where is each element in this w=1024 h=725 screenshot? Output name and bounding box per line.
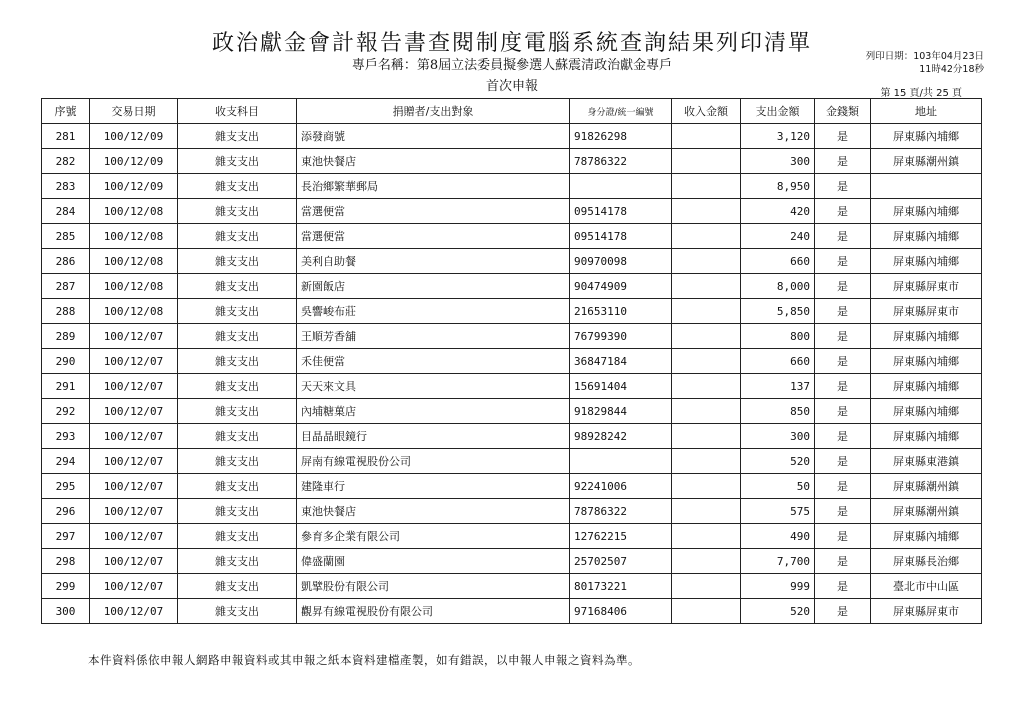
table-row — [42, 124, 982, 149]
transaction-date-cell: 100/12/07 — [90, 499, 178, 524]
address-cell: 屏東縣內埔鄉 — [871, 524, 982, 549]
address-cell: 屏東縣內埔鄉 — [871, 199, 982, 224]
cash-flag-cell: 是 — [815, 249, 871, 274]
column-header: 交易日期 — [90, 99, 178, 124]
cash-flag-cell: 是 — [815, 199, 871, 224]
transaction-date-cell: 100/12/07 — [90, 524, 178, 549]
transaction-date-cell: 100/12/09 — [90, 174, 178, 199]
tax-id-cell: 76799390 — [570, 324, 672, 349]
tax-id-cell: 91829844 — [570, 399, 672, 424]
cash-flag-cell: 是 — [815, 149, 871, 174]
table-row — [42, 324, 982, 349]
transactions-table — [41, 98, 982, 624]
column-header: 支出金額 — [741, 99, 815, 124]
row-number-cell: 293 — [42, 424, 90, 449]
payee-cell: 目晶晶眼鏡行 — [297, 424, 570, 449]
transaction-date-cell: 100/12/08 — [90, 249, 178, 274]
address-cell: 屏東縣潮州鎮 — [871, 499, 982, 524]
cash-flag-cell: 是 — [815, 424, 871, 449]
expense-amount-cell: 575 — [741, 499, 815, 524]
row-number-cell: 292 — [42, 399, 90, 424]
address-cell: 屏東縣內埔鄉 — [871, 399, 982, 424]
table-row — [42, 549, 982, 574]
table-row — [42, 574, 982, 599]
income-amount-cell — [672, 174, 741, 199]
table-row — [42, 524, 982, 549]
table-row — [42, 424, 982, 449]
category-cell: 雜支支出 — [178, 249, 297, 274]
tax-id-cell: 92241006 — [570, 474, 672, 499]
category-cell: 雜支支出 — [178, 374, 297, 399]
payee-cell: 添發商號 — [297, 124, 570, 149]
payee-cell: 新園飯店 — [297, 274, 570, 299]
payee-cell: 凱擘股份有限公司 — [297, 574, 570, 599]
tax-id-cell: 78786322 — [570, 149, 672, 174]
print-time: 11時42分18秒 — [919, 64, 984, 75]
row-number-cell: 300 — [42, 599, 90, 624]
address-cell: 屏東縣潮州鎮 — [871, 474, 982, 499]
row-number-cell: 281 — [42, 124, 90, 149]
cash-flag-cell: 是 — [815, 349, 871, 374]
transaction-date-cell: 100/12/07 — [90, 399, 178, 424]
row-number-cell: 291 — [42, 374, 90, 399]
address-cell: 屏東縣屏東市 — [871, 274, 982, 299]
tax-id-cell: 09514178 — [570, 199, 672, 224]
transaction-date-cell: 100/12/07 — [90, 349, 178, 374]
income-amount-cell — [672, 249, 741, 274]
payee-cell: 參育多企業有限公司 — [297, 524, 570, 549]
category-cell: 雜支支出 — [178, 349, 297, 374]
expense-amount-cell: 8,950 — [741, 174, 815, 199]
cash-flag-cell: 是 — [815, 574, 871, 599]
column-header: 捐贈者/支出對象 — [297, 99, 570, 124]
row-number-cell: 290 — [42, 349, 90, 374]
transaction-date-cell: 100/12/08 — [90, 199, 178, 224]
address-cell: 屏東縣內埔鄉 — [871, 249, 982, 274]
income-amount-cell — [672, 124, 741, 149]
expense-amount-cell: 850 — [741, 399, 815, 424]
address-cell: 屏東縣內埔鄉 — [871, 374, 982, 399]
category-cell: 雜支支出 — [178, 474, 297, 499]
category-cell: 雜支支出 — [178, 399, 297, 424]
income-amount-cell — [672, 599, 741, 624]
row-number-cell: 298 — [42, 549, 90, 574]
address-cell: 屏東縣長治鄉 — [871, 549, 982, 574]
cash-flag-cell: 是 — [815, 524, 871, 549]
tax-id-cell — [570, 174, 672, 199]
expense-amount-cell: 7,700 — [741, 549, 815, 574]
page-indicator: 第 15 頁/共 25 頁 — [880, 88, 962, 99]
table-row — [42, 599, 982, 624]
address-cell — [871, 174, 982, 199]
category-cell: 雜支支出 — [178, 424, 297, 449]
tax-id-cell: 80173221 — [570, 574, 672, 599]
income-amount-cell — [672, 299, 741, 324]
cash-flag-cell: 是 — [815, 324, 871, 349]
category-cell: 雜支支出 — [178, 174, 297, 199]
income-amount-cell — [672, 474, 741, 499]
cash-flag-cell: 是 — [815, 499, 871, 524]
address-cell: 屏東縣內埔鄉 — [871, 124, 982, 149]
row-number-cell: 295 — [42, 474, 90, 499]
income-amount-cell — [672, 224, 741, 249]
expense-amount-cell: 240 — [741, 224, 815, 249]
payee-cell: 觀昇有線電視股份有限公司 — [297, 599, 570, 624]
transaction-date-cell: 100/12/07 — [90, 449, 178, 474]
payee-cell: 屏南有線電視股份公司 — [297, 449, 570, 474]
tax-id-cell: 36847184 — [570, 349, 672, 374]
table-row — [42, 474, 982, 499]
tax-id-cell: 21653110 — [570, 299, 672, 324]
category-cell: 雜支支出 — [178, 524, 297, 549]
table-row — [42, 249, 982, 274]
income-amount-cell — [672, 374, 741, 399]
transaction-date-cell: 100/12/07 — [90, 424, 178, 449]
expense-amount-cell: 999 — [741, 574, 815, 599]
tax-id-cell: 78786322 — [570, 499, 672, 524]
transaction-date-cell: 100/12/07 — [90, 324, 178, 349]
address-cell: 屏東縣東港鎮 — [871, 449, 982, 474]
income-amount-cell — [672, 274, 741, 299]
transaction-date-cell: 100/12/07 — [90, 374, 178, 399]
category-cell: 雜支支出 — [178, 549, 297, 574]
address-cell: 屏東縣內埔鄉 — [871, 324, 982, 349]
expense-amount-cell: 660 — [741, 249, 815, 274]
table-row — [42, 224, 982, 249]
cash-flag-cell: 是 — [815, 449, 871, 474]
tax-id-cell: 12762215 — [570, 524, 672, 549]
expense-amount-cell: 3,120 — [741, 124, 815, 149]
expense-amount-cell: 8,000 — [741, 274, 815, 299]
expense-amount-cell: 5,850 — [741, 299, 815, 324]
payee-cell: 當選便當 — [297, 224, 570, 249]
expense-amount-cell: 137 — [741, 374, 815, 399]
transaction-date-cell: 100/12/08 — [90, 274, 178, 299]
transaction-date-cell: 100/12/09 — [90, 124, 178, 149]
transaction-date-cell: 100/12/07 — [90, 474, 178, 499]
payee-cell: 建隆車行 — [297, 474, 570, 499]
cash-flag-cell: 是 — [815, 549, 871, 574]
table-row — [42, 349, 982, 374]
expense-amount-cell: 520 — [741, 449, 815, 474]
transaction-date-cell: 100/12/07 — [90, 549, 178, 574]
payee-cell: 當選便當 — [297, 199, 570, 224]
income-amount-cell — [672, 574, 741, 599]
row-number-cell: 297 — [42, 524, 90, 549]
tax-id-cell: 98928242 — [570, 424, 672, 449]
tax-id-cell: 09514178 — [570, 224, 672, 249]
cash-flag-cell: 是 — [815, 124, 871, 149]
table-row — [42, 199, 982, 224]
transaction-date-cell: 100/12/09 — [90, 149, 178, 174]
payee-cell: 東池快餐店 — [297, 149, 570, 174]
table-header — [42, 99, 982, 124]
income-amount-cell — [672, 549, 741, 574]
address-cell: 屏東縣屏東市 — [871, 299, 982, 324]
print-info — [866, 50, 984, 76]
column-header: 收支科目 — [178, 99, 297, 124]
income-amount-cell — [672, 399, 741, 424]
address-cell: 屏東縣內埔鄉 — [871, 349, 982, 374]
cash-flag-cell: 是 — [815, 299, 871, 324]
category-cell: 雜支支出 — [178, 324, 297, 349]
expense-amount-cell: 50 — [741, 474, 815, 499]
category-cell: 雜支支出 — [178, 599, 297, 624]
table-row — [42, 449, 982, 474]
row-number-cell: 287 — [42, 274, 90, 299]
transaction-date-cell: 100/12/08 — [90, 299, 178, 324]
tax-id-cell: 91826298 — [570, 124, 672, 149]
tax-id-cell: 15691404 — [570, 374, 672, 399]
expense-amount-cell: 660 — [741, 349, 815, 374]
address-cell: 屏東縣內埔鄉 — [871, 424, 982, 449]
cash-flag-cell: 是 — [815, 224, 871, 249]
cash-flag-cell: 是 — [815, 474, 871, 499]
address-cell: 屏東縣潮州鎮 — [871, 149, 982, 174]
account-name: 專戶名稱：第8屆立法委員擬參選人蘇震清政治獻金專戶 — [351, 58, 673, 73]
payee-cell: 長治鄉繁華郵局 — [297, 174, 570, 199]
row-number-cell: 284 — [42, 199, 90, 224]
payee-cell: 偉盛蘭園 — [297, 549, 570, 574]
column-header: 身分證/統一編號 — [570, 99, 672, 124]
income-amount-cell — [672, 424, 741, 449]
income-amount-cell — [672, 349, 741, 374]
payee-cell: 天天來文具 — [297, 374, 570, 399]
income-amount-cell — [672, 524, 741, 549]
report-type: 首次申報 — [485, 79, 538, 94]
tax-id-cell: 25702507 — [570, 549, 672, 574]
table-row — [42, 499, 982, 524]
print-date: 列印日期：103年04月23日 — [865, 51, 984, 62]
expense-amount-cell: 300 — [741, 149, 815, 174]
category-cell: 雜支支出 — [178, 124, 297, 149]
category-cell: 雜支支出 — [178, 499, 297, 524]
income-amount-cell — [672, 499, 741, 524]
footnote: 本件資料係依申報人網路申報資料或其申報之紙本資料建檔產製，如有錯誤，以申報人申報之資料為準。 — [88, 653, 640, 667]
expense-amount-cell: 490 — [741, 524, 815, 549]
category-cell: 雜支支出 — [178, 574, 297, 599]
table-row — [42, 299, 982, 324]
tax-id-cell: 90970098 — [570, 249, 672, 274]
table-row — [42, 149, 982, 174]
column-header: 收入金額 — [672, 99, 741, 124]
transaction-date-cell: 100/12/07 — [90, 599, 178, 624]
category-cell: 雜支支出 — [178, 199, 297, 224]
cash-flag-cell: 是 — [815, 174, 871, 199]
row-number-cell: 285 — [42, 224, 90, 249]
payee-cell: 吳響峻布莊 — [297, 299, 570, 324]
payee-cell: 內埔糖菓店 — [297, 399, 570, 424]
category-cell: 雜支支出 — [178, 449, 297, 474]
category-cell: 雜支支出 — [178, 224, 297, 249]
table-row — [42, 399, 982, 424]
row-number-cell: 283 — [42, 174, 90, 199]
payee-cell: 東池快餐店 — [297, 499, 570, 524]
income-amount-cell — [672, 199, 741, 224]
column-header: 序號 — [42, 99, 90, 124]
income-amount-cell — [672, 149, 741, 174]
row-number-cell: 299 — [42, 574, 90, 599]
cash-flag-cell: 是 — [815, 399, 871, 424]
column-header: 金錢類 — [815, 99, 871, 124]
cash-flag-cell: 是 — [815, 599, 871, 624]
row-number-cell: 294 — [42, 449, 90, 474]
payee-cell: 王順芳香舖 — [297, 324, 570, 349]
table-body — [42, 124, 982, 624]
column-header: 地址 — [871, 99, 982, 124]
category-cell: 雜支支出 — [178, 299, 297, 324]
cash-flag-cell: 是 — [815, 374, 871, 399]
tax-id-cell — [570, 449, 672, 474]
expense-amount-cell: 420 — [741, 199, 815, 224]
table-row — [42, 174, 982, 199]
category-cell: 雜支支出 — [178, 149, 297, 174]
tax-id-cell: 90474909 — [570, 274, 672, 299]
expense-amount-cell: 520 — [741, 599, 815, 624]
cash-flag-cell: 是 — [815, 274, 871, 299]
expense-amount-cell: 800 — [741, 324, 815, 349]
address-cell: 臺北市中山區 — [871, 574, 982, 599]
income-amount-cell — [672, 449, 741, 474]
tax-id-cell: 97168406 — [570, 599, 672, 624]
table-row — [42, 274, 982, 299]
row-number-cell: 296 — [42, 499, 90, 524]
address-cell: 屏東縣內埔鄉 — [871, 224, 982, 249]
row-number-cell: 288 — [42, 299, 90, 324]
expense-amount-cell: 300 — [741, 424, 815, 449]
report-title: 政治獻金會計報告書查閱制度電腦系統查詢結果列印清單 — [211, 31, 812, 56]
address-cell: 屏東縣屏東市 — [871, 599, 982, 624]
category-cell: 雜支支出 — [178, 274, 297, 299]
row-number-cell: 282 — [42, 149, 90, 174]
income-amount-cell — [672, 324, 741, 349]
row-number-cell: 286 — [42, 249, 90, 274]
transaction-date-cell: 100/12/08 — [90, 224, 178, 249]
row-number-cell: 289 — [42, 324, 90, 349]
table-row — [42, 374, 982, 399]
transaction-date-cell: 100/12/07 — [90, 574, 178, 599]
payee-cell: 禾佳便當 — [297, 349, 570, 374]
payee-cell: 美利自助餐 — [297, 249, 570, 274]
